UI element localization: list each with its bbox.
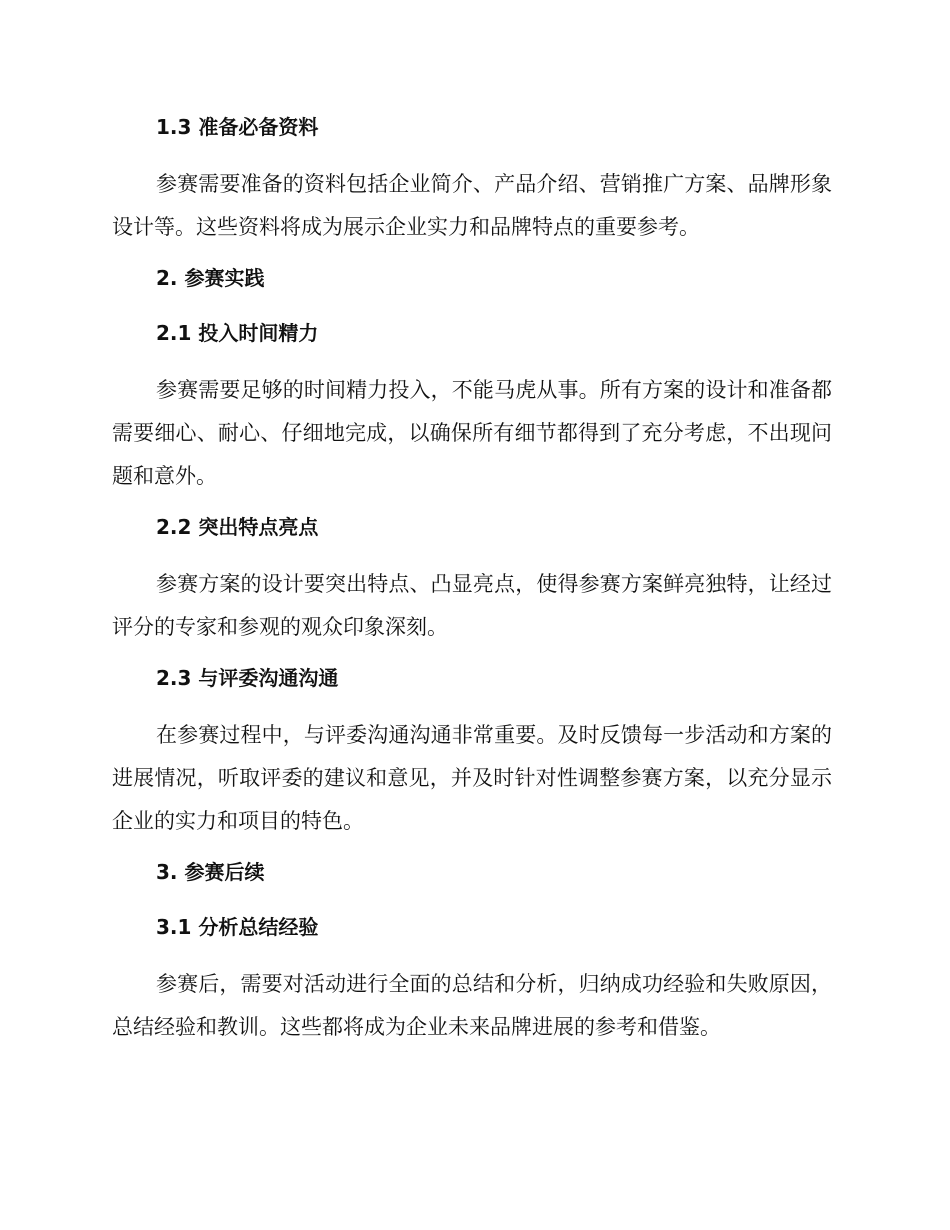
section-paragraph-1-3: 参赛需要准备的资料包括企业简介、产品介绍、营销推广方案、品牌形象设计等。这些资料将成为展示企业实力和品牌特点的重要参考。 bbox=[112, 172, 832, 239]
section-heading-3-1: 3.1 分析总结经验 bbox=[156, 915, 319, 939]
section-heading-2-3: 2.3 与评委沟通沟通 bbox=[156, 666, 339, 690]
section-heading-1-3: 1.3 准备必备资料 bbox=[156, 115, 319, 139]
section-paragraph-2-1: 参赛需要足够的时间精力投入，不能马虎从事。所有方案的设计和准备都需要细心、耐心、仔细地完成，以确保所有细节都得到了充分考虑，不出现问题和意外。 bbox=[112, 378, 832, 488]
section-heading-2-2: 2.2 突出特点亮点 bbox=[156, 515, 319, 539]
section-paragraph-2-3: 在参赛过程中，与评委沟通沟通非常重要。及时反馈每一步活动和方案的进展情况，听取评委的建议和意见，并及时针对性调整参赛方案，以充分显示企业的实力和项目的特色。 bbox=[112, 723, 832, 833]
section-paragraph-2-2: 参赛方案的设计要突出特点、凸显亮点，使得参赛方案鲜亮独特，让经过评分的专家和参观的观众印象深刻。 bbox=[112, 572, 832, 639]
document-body bbox=[112, 110, 832, 1049]
section-paragraph-3-1: 参赛后，需要对活动进行全面的总结和分析，归纳成功经验和失败原因，总结经验和教训。这些都将成为企业未来品牌进展的参考和借鉴。 bbox=[112, 972, 832, 1039]
section-heading-2: 2. 参赛实践 bbox=[156, 266, 265, 290]
section-heading-2-1: 2.1 投入时间精力 bbox=[156, 321, 319, 345]
section-heading-3: 3. 参赛后续 bbox=[156, 860, 265, 884]
